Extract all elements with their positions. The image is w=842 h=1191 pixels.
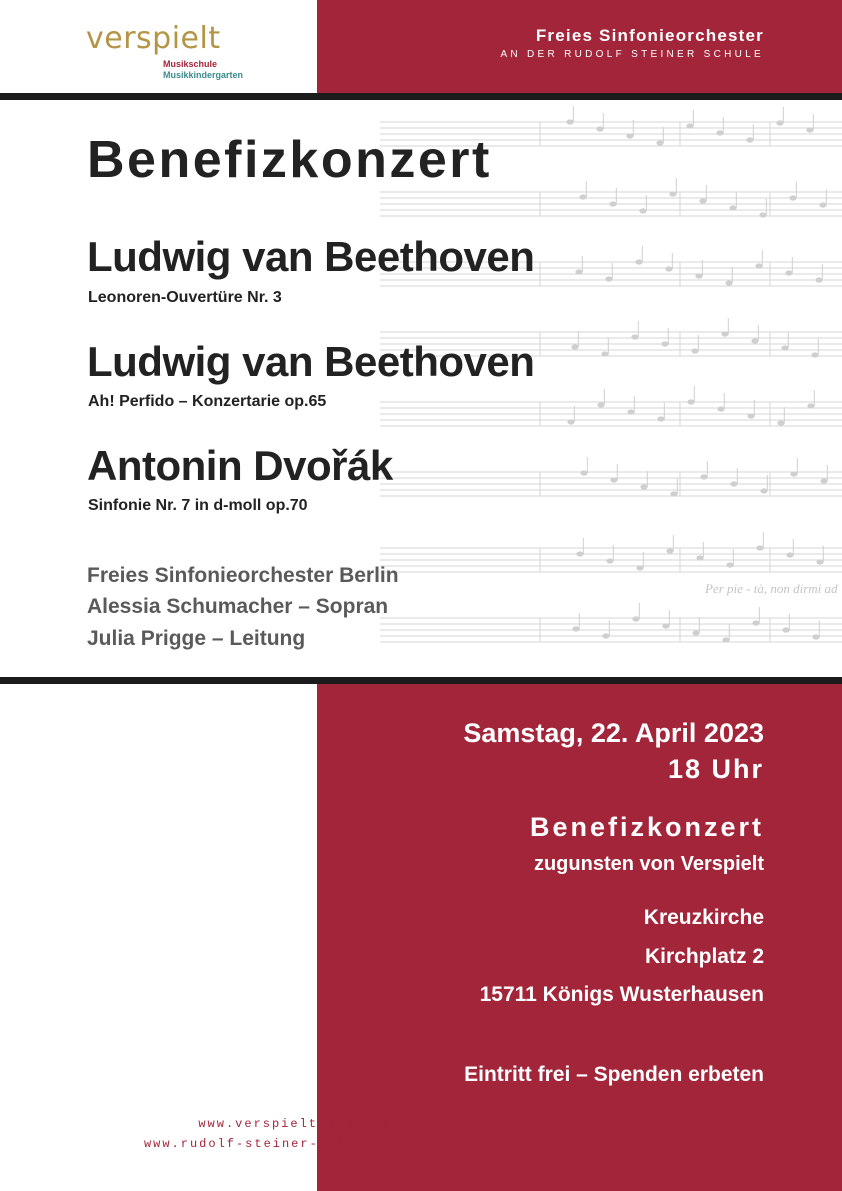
event-city: 15711 Königs Wusterhausen <box>479 983 764 1006</box>
event-time: 18 Uhr <box>667 754 764 784</box>
event-date: Samstag, 22. April 2023 <box>463 718 764 748</box>
logo-subtitle-kindergarten: Musikkindergarten <box>163 70 244 80</box>
logo-subtitle-music-school: Musikschule <box>163 59 218 69</box>
score-lyric: Per pie - tà, non dirmi ad <box>705 581 838 596</box>
event-subtitle: zugunsten von Verspielt <box>533 853 764 875</box>
composer-1: Ludwig van Beethoven <box>87 233 535 280</box>
page-title: Benefizkonzert <box>87 131 492 189</box>
event-title: Benefizkonzert <box>529 812 764 842</box>
event-venue: Kreuzkirche <box>643 906 764 929</box>
top-divider <box>0 93 842 100</box>
work-3: Sinfonie Nr. 7 in d-moll op.70 <box>88 497 308 514</box>
link-rudolf-steiner-schule[interactable]: www.rudolf-steiner-schule-berlin.de <box>143 1137 466 1151</box>
composer-2: Ludwig van Beethoven <box>87 338 535 385</box>
performer-conductor: Julia Prigge – Leitung <box>87 627 306 650</box>
work-2: Ah! Perfido – Konzertarie op.65 <box>88 393 327 410</box>
performer-soprano: Alessia Schumacher – Sopran <box>87 595 389 618</box>
header-banner <box>317 0 842 93</box>
event-entry-note: Eintritt frei – Spenden erbeten <box>464 1063 764 1086</box>
verspielt-logo: verspielt <box>86 21 221 56</box>
link-verspielt[interactable]: www.verspielt-musik.org <box>198 1117 410 1131</box>
performer-orchestra: Freies Sinfonieorchester Berlin <box>87 564 399 587</box>
composer-3: Antonin Dvořák <box>87 442 393 489</box>
event-street: Kirchplatz 2 <box>644 945 764 968</box>
orchestra-name: Freies Sinfonieorchester <box>535 26 764 45</box>
work-1: Leonoren-Ouvertüre Nr. 3 <box>88 289 282 306</box>
bottom-divider <box>0 677 842 684</box>
orchestra-subtitle: AN DER RUDOLF STEINER SCHULE <box>500 49 764 60</box>
